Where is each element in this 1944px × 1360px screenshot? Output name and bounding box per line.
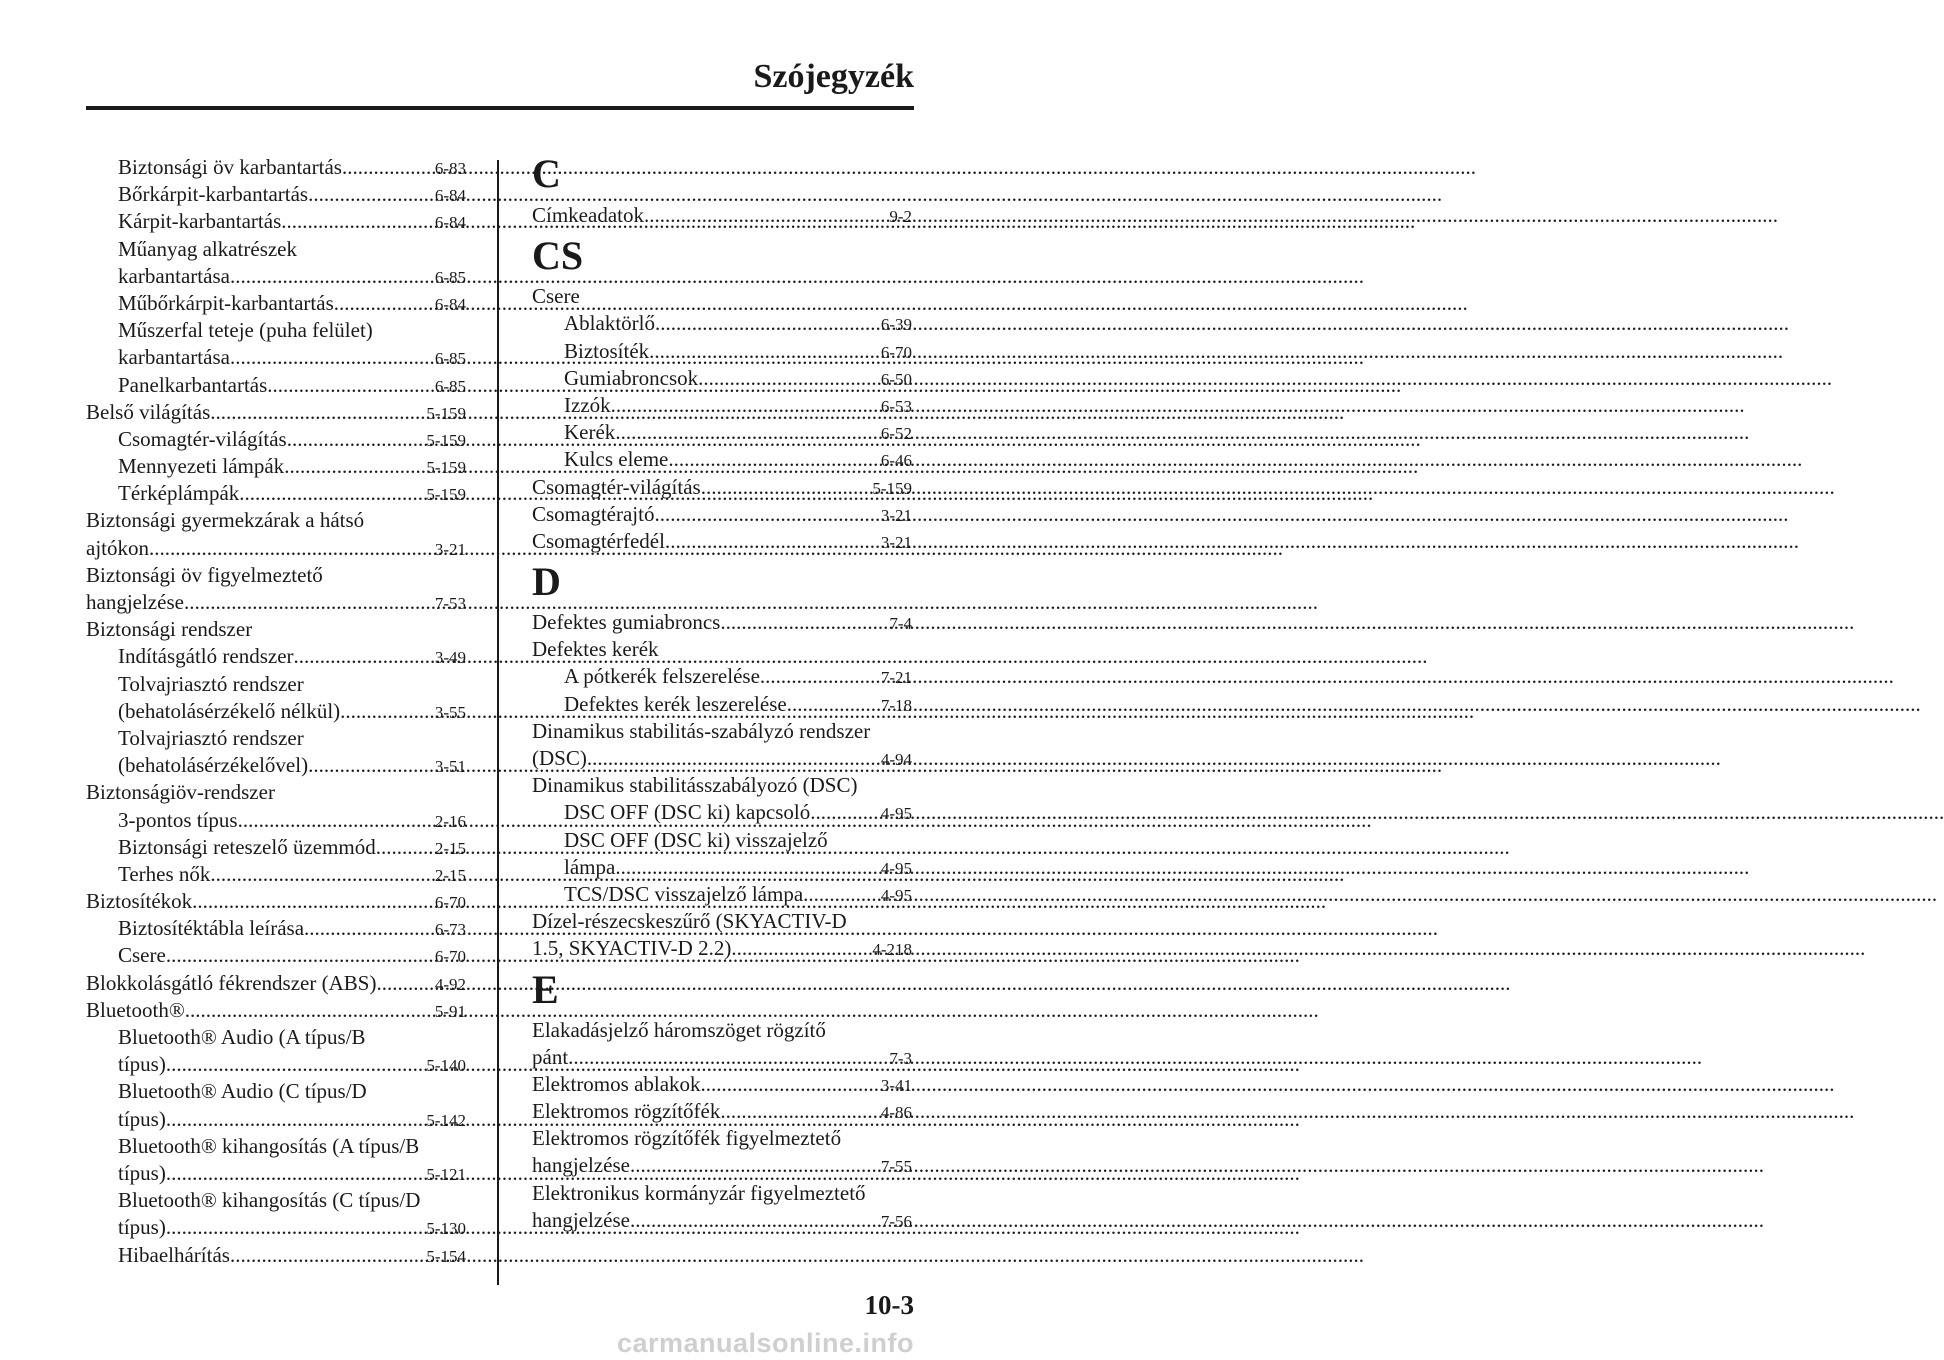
page-reference: 2-16 [434, 811, 466, 831]
entry-text: lámpa [564, 854, 616, 879]
entry-text: Biztosítéktábla leírása [118, 916, 305, 941]
entry-text: Panelkarbantartás [118, 372, 268, 397]
index-subentry [532, 854, 912, 881]
index-entry [532, 935, 912, 962]
dot-leader [649, 338, 880, 365]
entry-text: Bluetooth® Audio (A típus/B [118, 1025, 366, 1049]
entry-text: ajtókon [86, 535, 149, 560]
entry-text: Gumiabroncsok [564, 365, 699, 390]
index-entry [532, 1017, 912, 1044]
index-entry [86, 399, 466, 426]
entry-text: Bluetooth® kihangosítás (C típus/D [118, 1188, 421, 1213]
entry-text: Dízel-részecskeszűrő (SKYACTIV-D [532, 909, 847, 934]
index-entry [86, 997, 466, 1024]
page-reference: 6-84 [434, 186, 466, 206]
page-reference: 4-94 [880, 750, 912, 769]
entry-text: TCS/DSC visszajelző lámpa [564, 881, 804, 906]
page-reference: 3-41 [880, 1075, 912, 1095]
entry-text: Kárpit-karbantartás [118, 209, 282, 234]
index-entry [532, 1071, 912, 1098]
index-entry [532, 718, 912, 745]
page-reference: 4-218 [872, 940, 912, 960]
entry-text: Csomagtér-világítás [532, 474, 701, 499]
page-reference: 5-91 [434, 1001, 466, 1021]
index-subentry [532, 392, 912, 419]
entry-text: Műszerfal teteje (puha felület) [118, 318, 373, 343]
page-reference: 3-21 [880, 505, 912, 525]
index-subentry [532, 446, 912, 473]
page-reference: 5-159 [426, 403, 466, 423]
entry-text: Címkeadatok [532, 203, 644, 227]
index-subentry [532, 663, 912, 690]
index-subentry [532, 310, 912, 337]
dot-leader [308, 181, 434, 208]
dot-leader [568, 1044, 888, 1071]
entry-text: Tolvajriasztó rendszer [118, 725, 304, 750]
entry-text: Defektes gumiabroncs [532, 610, 721, 635]
index-subentry [86, 290, 466, 317]
entry-text: Műanyag alkatrészek [118, 236, 298, 261]
page-reference: 6-52 [880, 424, 912, 444]
watermark: carmanualsonline.info [616, 1328, 914, 1358]
dot-leader [238, 807, 434, 834]
entry-text: DSC OFF (DSC ki) kapcsoló [564, 800, 811, 825]
page-reference: 6-50 [880, 369, 912, 389]
entry-text: Biztonsági reteszelő üzemmód [118, 834, 376, 859]
page-number: 10-3 [864, 1290, 914, 1320]
entry-text: Defektes kerék leszerelése [564, 691, 787, 716]
index-subentry [532, 799, 912, 826]
index-entry [532, 609, 912, 636]
dot-leader [810, 799, 880, 826]
index-subentry [86, 1242, 466, 1269]
page-reference: 7-55 [880, 1157, 912, 1177]
page-reference: 7-3 [889, 1048, 912, 1068]
page-reference: 7-56 [880, 1211, 912, 1231]
index-entry [532, 1044, 912, 1071]
entry-text: Biztosíték [564, 338, 650, 363]
header-rule [86, 106, 914, 110]
index-subentry [532, 881, 912, 908]
page-reference: 4-92 [434, 974, 466, 994]
index-subentry [86, 725, 466, 752]
dot-leader [184, 589, 434, 616]
index-entry [86, 562, 466, 589]
entry-text: típus) [118, 1160, 166, 1185]
index-entry [86, 970, 466, 997]
page-reference: 4-86 [880, 1103, 912, 1123]
page-reference: 6-70 [434, 947, 466, 967]
entry-text: DSC OFF (DSC ki) visszajelző [564, 827, 828, 852]
dot-leader [334, 290, 434, 317]
page-reference: 7-21 [880, 668, 912, 688]
entry-text: Csomagtér-világítás [118, 426, 287, 451]
entry-text: típus) [118, 1106, 166, 1131]
dot-leader [654, 501, 879, 528]
dot-leader [166, 1214, 425, 1241]
index-entry [86, 888, 466, 915]
index-entry [532, 1152, 912, 1179]
page-reference: 6-84 [434, 213, 466, 233]
entry-text: Csere [532, 284, 580, 309]
index-subentry [532, 691, 912, 718]
dot-leader [615, 419, 880, 446]
page-reference: 6-83 [434, 159, 466, 178]
page-reference: 6-70 [880, 342, 912, 362]
index-subentry [86, 208, 466, 235]
entry-text: Biztonsági rendszer [86, 617, 253, 642]
index-subentry [86, 317, 466, 344]
entry-text: (behatolásérzékelővel) [118, 753, 309, 778]
index-subentry [86, 671, 466, 698]
index-subentry [86, 942, 466, 969]
index-entry [532, 1180, 912, 1207]
index-entry [532, 1125, 912, 1152]
page-reference: 6-39 [880, 315, 912, 335]
dot-leader [665, 528, 880, 555]
index-subentry [86, 344, 466, 371]
entry-text: karbantartása [118, 345, 230, 370]
section-letter: CS [532, 233, 584, 279]
index-subentry [86, 861, 466, 888]
index-entry [86, 507, 466, 534]
dot-leader [166, 1160, 425, 1187]
entry-text: hangjelzése [532, 1153, 630, 1178]
page-reference: 3-51 [434, 757, 466, 777]
page-reference: 3-21 [880, 532, 912, 552]
index-subentry [86, 834, 466, 861]
index-subentry [86, 915, 466, 942]
page-reference: 5-159 [426, 458, 466, 478]
dot-leader [185, 997, 434, 1024]
entry-text: Biztonsági öv karbantartás [118, 155, 342, 179]
entry-text: Kerék [564, 420, 616, 445]
index-entry [532, 1098, 912, 1125]
index-entry [532, 745, 912, 772]
index-column-right [532, 151, 912, 1234]
page-reference: 6-53 [880, 396, 912, 416]
index-subentry [532, 419, 912, 446]
index-entry [532, 202, 912, 229]
dot-leader [787, 691, 880, 718]
entry-text: Tolvajriasztó rendszer [118, 671, 304, 696]
entry-text: Bluetooth® Audio (C típus/D [118, 1079, 367, 1104]
dot-leader [230, 344, 434, 371]
page-reference: 5-159 [426, 485, 466, 505]
index-subentry [86, 263, 466, 290]
page-reference: 6-46 [880, 451, 912, 471]
page-reference: 2-15 [434, 838, 466, 858]
index-subentry [86, 698, 466, 725]
entry-text: A pótkerék felszerelése [564, 664, 760, 689]
entry-text: Dinamikus stabilitás-szabályzó rendszer [532, 718, 871, 743]
entry-text: Blokkolásgátló fékrendszer (ABS) [86, 970, 377, 995]
dot-leader [698, 365, 880, 392]
entry-text: Csomagtérfedél [532, 528, 665, 553]
index-entry [532, 1207, 912, 1234]
dot-leader [587, 745, 880, 772]
dot-leader [192, 888, 434, 915]
dot-leader [720, 609, 888, 636]
entry-text: Csere [118, 943, 166, 968]
dot-leader [166, 1106, 425, 1133]
entry-text: típus) [118, 1215, 166, 1240]
dot-leader [803, 881, 880, 908]
entry-text: (behatolásérzékelő nélkül) [118, 698, 341, 723]
dot-leader [668, 446, 879, 473]
entry-text: Bőrkárpit-karbantartás [118, 182, 309, 207]
page-reference: 5-140 [426, 1056, 466, 1076]
section-letter: D [532, 559, 561, 605]
page-reference: 4-95 [880, 858, 912, 878]
entry-text: típus) [118, 1052, 166, 1077]
dot-leader [149, 535, 434, 562]
page-reference: 7-4 [889, 614, 912, 634]
index-subentry [86, 1187, 466, 1214]
entry-text: Biztonságiöv-rendszer [86, 780, 275, 805]
entry-text: Bluetooth® kihangosítás (A típus/B [118, 1133, 420, 1158]
index-subentry [86, 1051, 466, 1078]
index-subentry [86, 372, 466, 399]
page-reference: 5-142 [426, 1110, 466, 1130]
entry-text: 3-pontos típus [118, 807, 238, 832]
dot-leader [267, 372, 434, 399]
index-subentry [86, 1024, 466, 1051]
dot-leader [615, 854, 880, 881]
entry-text: Elektromos ablakok [532, 1071, 701, 1096]
entry-text: Biztonsági öv figyelmeztető [86, 562, 323, 587]
entry-text: Mennyezeti lámpák [118, 454, 285, 479]
entry-text: hangjelzése [86, 590, 184, 614]
dot-leader [611, 392, 880, 419]
dot-leader [166, 942, 434, 969]
index-subentry [532, 338, 912, 365]
page-reference: 6-84 [434, 294, 466, 314]
dot-leader [210, 861, 433, 888]
dot-leader [342, 154, 434, 181]
index-entry [532, 636, 912, 663]
index-entry [532, 908, 912, 935]
index-column-left [86, 154, 466, 1269]
index-subentry [86, 1078, 466, 1105]
entry-text: Elektronikus kormányzár figyelmeztető [532, 1180, 866, 1205]
entry-text: Térképlámpák [118, 481, 240, 506]
entry-text: karbantartása [118, 263, 230, 288]
index-subentry [86, 453, 466, 480]
dot-leader [239, 480, 425, 507]
index-entry [532, 772, 912, 799]
index-entry [86, 616, 466, 643]
dot-leader [731, 935, 871, 962]
page-reference: 3-49 [434, 648, 466, 668]
dot-leader [230, 263, 434, 290]
page-reference: 7-18 [880, 695, 912, 715]
index-subentry [86, 480, 466, 507]
index-subentry [86, 1160, 466, 1187]
dot-leader [701, 1071, 880, 1098]
index-subentry [86, 236, 466, 263]
entry-text: Műbőrkárpit-karbantartás [118, 290, 334, 315]
dot-leader [655, 310, 880, 337]
page-reference: 5-159 [426, 430, 466, 450]
index-entry [86, 535, 466, 562]
entry-text: Kulcs eleme [564, 447, 669, 472]
page-reference: 4-95 [880, 804, 912, 824]
dot-leader [287, 426, 426, 453]
entry-text: Elektromos rögzítőfék [532, 1099, 721, 1124]
index-subentry [86, 154, 466, 181]
page-reference: 2-15 [434, 865, 466, 885]
entry-text: Bluetooth® [86, 997, 185, 1022]
page-reference: 6-85 [434, 267, 466, 287]
index-subentry [86, 643, 466, 670]
page-reference: 5-159 [872, 478, 912, 498]
dot-leader [166, 1051, 425, 1078]
dot-leader [308, 752, 434, 779]
page-reference: 6-73 [434, 920, 466, 940]
dot-leader [701, 474, 872, 501]
entry-text: Defektes kerék [532, 637, 659, 662]
page-reference: 3-21 [434, 539, 466, 559]
dot-leader [376, 834, 434, 861]
entry-text: pánt [532, 1044, 569, 1069]
entry-text: Biztonsági gyermekzárak a hátsó [86, 508, 365, 533]
page-reference: 5-154 [426, 1246, 466, 1266]
entry-text: Indításgátló rendszer [118, 644, 294, 669]
index-subentry [86, 807, 466, 834]
dot-leader [760, 663, 880, 690]
page-reference: 6-85 [434, 349, 466, 369]
entry-text: Izzók [564, 392, 611, 417]
entry-text: Dinamikus stabilitásszabályozó (DSC) [532, 773, 858, 798]
index-subentry [86, 426, 466, 453]
entry-text: Terhes nők [118, 861, 211, 886]
index-subentry [86, 1133, 466, 1160]
page-reference: 7-53 [434, 594, 466, 613]
entry-text: Ablaktörlő [564, 311, 655, 336]
dot-leader [210, 399, 425, 426]
index-entry [86, 589, 466, 616]
entry-text: hangjelzése [532, 1207, 630, 1232]
index-subentry [86, 1214, 466, 1241]
index-entry [532, 283, 912, 310]
page-reference: 4-95 [880, 885, 912, 905]
entry-text: Csomagtérajtó [532, 501, 655, 526]
index-entry [86, 779, 466, 806]
entry-text: (DSC) [532, 746, 587, 770]
entry-text: Belső világítás [86, 399, 211, 424]
page-reference: 5-121 [426, 1164, 466, 1184]
index-entry [532, 501, 912, 528]
page-reference: 5-130 [426, 1219, 466, 1239]
dot-leader [304, 915, 434, 942]
dot-leader [376, 970, 433, 997]
index-entry [532, 528, 912, 555]
entry-text: 1.5, SKYACTIV-D 2.2) [532, 936, 732, 961]
index-subentry [86, 1106, 466, 1133]
dot-leader [294, 643, 434, 670]
page-reference: 6-70 [434, 893, 466, 913]
section-letter: E [532, 966, 559, 1012]
dot-leader [644, 202, 888, 229]
index-subentry [532, 365, 912, 392]
dot-leader [630, 1152, 880, 1179]
page-reference: 3-55 [434, 702, 466, 722]
dot-leader [284, 453, 425, 480]
dot-leader [230, 1242, 425, 1269]
dot-leader [340, 698, 434, 725]
dot-leader [720, 1098, 879, 1125]
entry-text: Elakadásjelző háromszöget rögzítő [532, 1017, 826, 1042]
page-reference: 9-2 [889, 207, 912, 226]
index-subentry [532, 827, 912, 854]
index-entry [532, 474, 912, 501]
index-subentry [86, 752, 466, 779]
section-letter: C [532, 151, 561, 196]
entry-text: Hibaelhárítás [118, 1242, 230, 1267]
entry-text: Elektromos rögzítőfék figyelmeztető [532, 1126, 842, 1151]
dot-leader [630, 1207, 880, 1234]
dot-leader [281, 208, 434, 235]
entry-text: Biztosítékok [86, 889, 193, 914]
index-subentry [86, 181, 466, 208]
page-reference: 6-85 [434, 376, 466, 396]
page-title: Szójegyzék [753, 58, 914, 95]
